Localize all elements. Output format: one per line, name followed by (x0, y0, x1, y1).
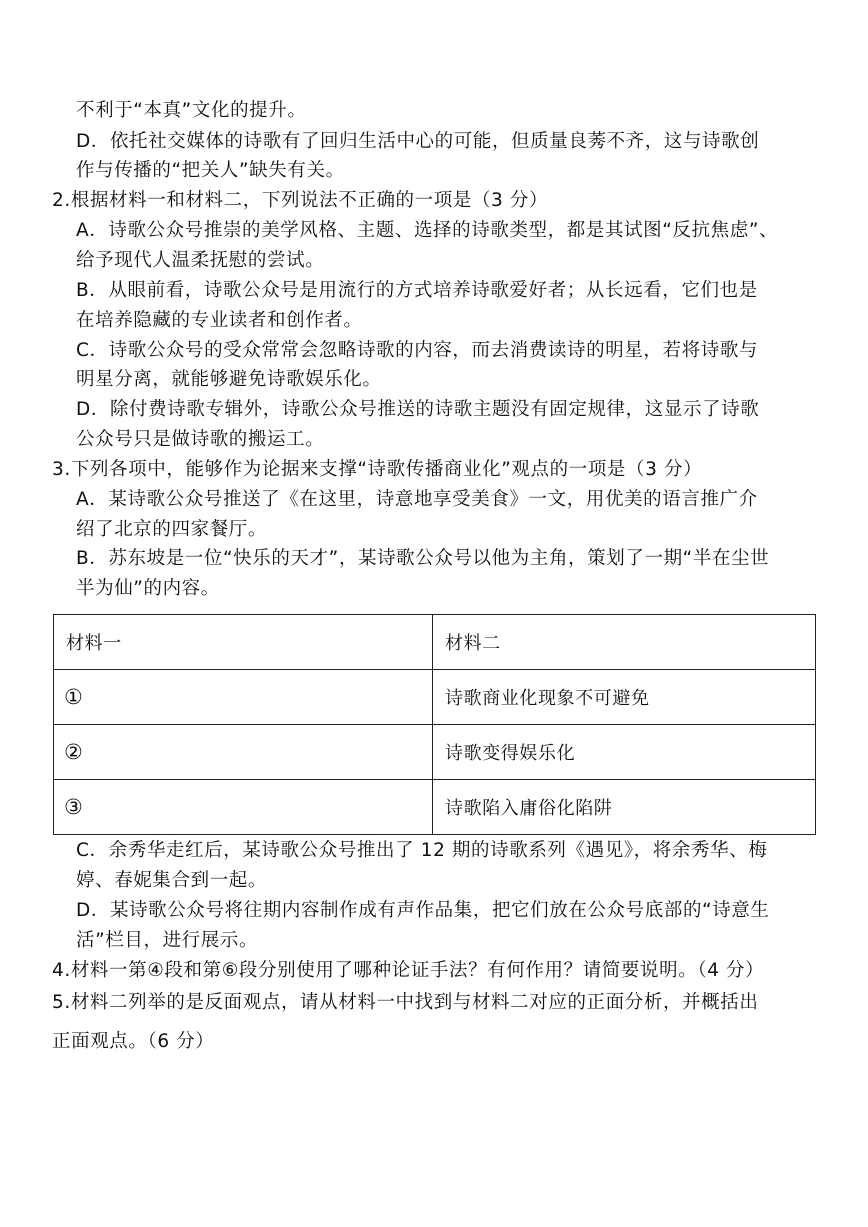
table-header-cell: 材料一 (54, 615, 433, 670)
table-row (54, 725, 816, 780)
q3-option-b: B．苏东坡是一位“快乐的天才”，某诗歌公众号以他为主角，策划了一期“半在尘世 (76, 548, 770, 569)
text-line: 不利于“本真”文化的提升。 (76, 100, 307, 121)
question-4: 4.材料一第④段和第⑥段分别使用了哪种论证手法？有何作用？请简要说明。（4 分） (52, 960, 765, 981)
q2-option-a: 给予现代人温柔抚慰的尝试。 (76, 250, 325, 271)
question-3: 3.下列各项中，能够作为论据来支撑“诗歌传播商业化”观点的一项是（3 分） (52, 459, 703, 480)
q2-option-b: B．从眼前看，诗歌公众号是用流行的方式培养诗歌爱好者；从长远看，它们也是 (76, 280, 758, 301)
q3-option-b: 半为仙”的内容。 (76, 578, 220, 599)
q3-option-c: 婷、春妮集合到一起。 (76, 870, 268, 891)
table-header-cell: 材料二 (433, 615, 816, 670)
q2-option-c: C．诗歌公众号的受众常常会忽略诗歌的内容，而去消费读诗的明星，若将诗歌与 (76, 340, 759, 361)
table-header-row (54, 615, 816, 670)
question-2: 2.根据材料一和材料二，下列说法不正确的一项是（3 分） (52, 190, 549, 211)
q3-option-d: D．某诗歌公众号将往期内容制作成有声作品集，把它们放在公众号底部的“诗意生 (76, 900, 770, 921)
table-cell: ③ (54, 780, 433, 835)
q2-option-c: 明星分离，就能够避免诗歌娱乐化。 (76, 369, 382, 390)
question-5: 正面观点。（6 分） (52, 1031, 215, 1052)
q2-option-b: 在培养隐藏的专业读者和创作者。 (76, 310, 363, 331)
q3-option-c: C．余秀华走红后，某诗歌公众号推出了 12 期的诗歌系列《遇见》，将余秀华、梅 (76, 840, 768, 861)
table-cell: 诗歌陷入庸俗化陷阱 (433, 780, 816, 835)
table-row (54, 780, 816, 835)
option-d-line: D．依托社交媒体的诗歌有了回归生活中心的可能，但质量良莠不齐，这与诗歌创 (76, 131, 760, 152)
table-cell: ② (54, 725, 433, 780)
q2-option-a: A．诗歌公众号推崇的美学风格、主题、选择的诗歌类型，都是其试图“反抗焦虑”、 (76, 220, 779, 241)
q2-option-d: 公众号只是做诗歌的搬运工。 (76, 429, 325, 450)
question-5: 5.材料二列举的是反面观点，请从材料一中找到与材料二对应的正面分析，并概括出 (52, 992, 759, 1013)
q3-option-a: 绍了北京的四家餐厅。 (76, 519, 268, 540)
table-cell: ① (54, 670, 433, 725)
q3-option-a: A．某诗歌公众号推送了《在这里，诗意地享受美食》一文，用优美的语言推广介 (76, 489, 758, 510)
table-row (54, 670, 816, 725)
option-d-line: 作与传播的“把关人”缺失有关。 (76, 160, 345, 181)
q2-option-d: D．除付费诗歌专辑外，诗歌公众号推送的诗歌主题没有固定规律，这显示了诗歌 (76, 399, 760, 420)
materials-table (53, 614, 816, 835)
table-cell: 诗歌变得娱乐化 (433, 725, 816, 780)
table-cell: 诗歌商业化现象不可避免 (433, 670, 816, 725)
q3-option-d: 活”栏目，进行展示。 (76, 930, 259, 951)
